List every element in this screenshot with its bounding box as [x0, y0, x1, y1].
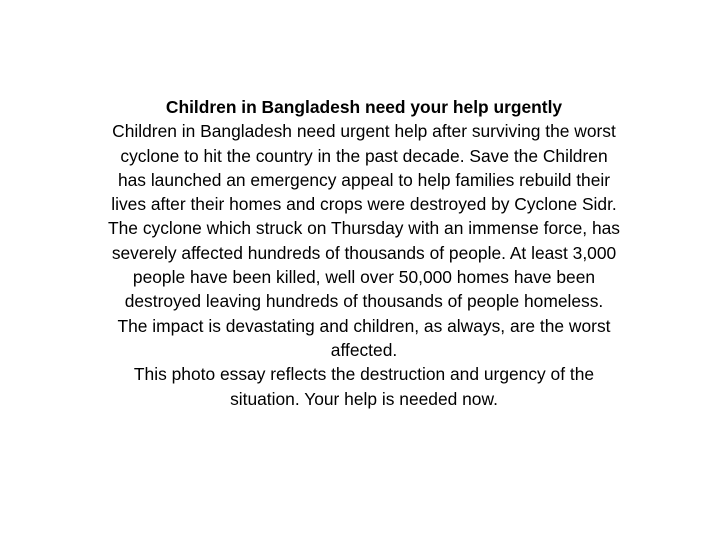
paragraph-line: situation. Your help is needed now.: [230, 388, 498, 409]
paragraph-line: The impact is devastating and children, as always, are the worst: [117, 315, 611, 336]
paragraph-line: This photo essay reflects the destruction and urgency of the: [133, 364, 595, 385]
text-block: [60, 95, 668, 411]
body-paragraph-1: [60, 119, 668, 362]
paragraph-line: cyclone to hit the country in the past decade. Save the Children: [120, 145, 608, 166]
paragraph-line: The cyclone which struck on Thursday with an immense force, has: [108, 218, 620, 239]
paragraph-line: people have been killed, well over 50,000 homes have been: [132, 267, 596, 288]
paragraph-line: severely affected hundreds of thousands of people. At least 3,000: [111, 242, 617, 263]
paragraph-line: destroyed leaving hundreds of thousands of people homeless.: [124, 291, 604, 312]
paragraph-line: affected.: [330, 339, 398, 360]
paragraph-line: lives after their homes and crops were destroyed by Cyclone Sidr.: [111, 194, 617, 215]
document-title: Children in Bangladesh need your help urgently: [165, 97, 563, 117]
paragraph-line: has launched an emergency appeal to help families rebuild their: [117, 169, 611, 190]
paragraph-line: Children in Bangladesh need urgent help after surviving the worst: [112, 121, 616, 142]
body-paragraph-2: [60, 362, 668, 411]
